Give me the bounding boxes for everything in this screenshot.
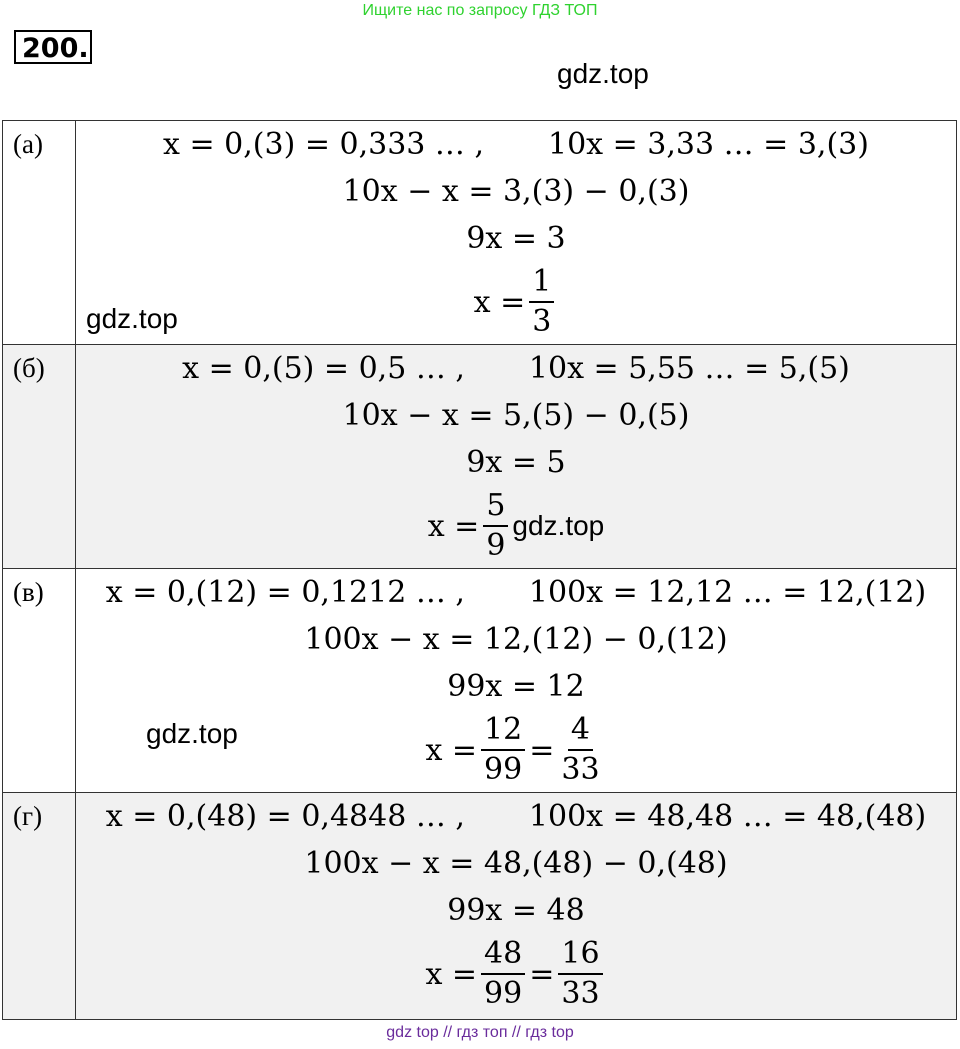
equation-line: 9x = 3	[466, 221, 566, 256]
watermark: gdz.top	[86, 303, 178, 334]
equation-line: 100x − x = 48,(48) − 0,(48)	[304, 846, 728, 881]
fraction: $\frac{4}{33}$	[561, 712, 600, 787]
part-body	[76, 345, 957, 569]
part-label: (г)	[3, 793, 76, 1020]
footer-watermark: gdz top // гдз топ // гдз top	[386, 1024, 574, 1041]
watermark: gdz.top	[557, 58, 649, 89]
part-label: (а)	[3, 121, 76, 345]
equation-line: x = 0,(48) = 0,4848 … , 100x = 48,48 … = 48,(48)	[105, 799, 927, 834]
problem-number: 200.	[14, 30, 92, 64]
part-label: (в)	[3, 569, 76, 793]
solution-table	[2, 120, 957, 1020]
solution-row-d	[3, 793, 957, 1020]
part-body	[76, 121, 957, 345]
fraction: $\frac{16}{33}$	[558, 939, 602, 1009]
part-body	[76, 793, 957, 1020]
watermark: gdz.top	[512, 510, 605, 541]
fraction: $\frac{12}{99}$	[481, 715, 525, 785]
solution-row-b	[3, 345, 957, 569]
fraction: $\frac{5}{9}$	[483, 491, 508, 561]
watermark: gdz.top	[146, 718, 238, 749]
equation-line: 10x − x = 5,(5) − 0,(5)	[342, 398, 690, 433]
result-line: x = $\frac{48}{99}$ = $\frac{16}{33}$	[76, 934, 956, 1014]
result-line: x = $\frac{1}{3}$	[76, 262, 956, 342]
equation-line: x = 0,(12) = 0,1212 … , 100x = 12,12 … = 12,(12)	[105, 575, 927, 610]
equation-line: 9x = 5	[466, 445, 566, 480]
fraction: $\frac{48}{99}$	[481, 939, 525, 1009]
equation-line: x = 0,(5) = 0,5 … , 10x = 5,55 … = 5,(5)	[182, 351, 850, 386]
top-banner: Ищите нас по запросу ГДЗ ТОП	[362, 2, 598, 19]
equation-line: 10x − x = 3,(3) − 0,(3)	[342, 174, 690, 209]
result-line: x = $\frac{12}{99}$ = $\frac{4}{33}$	[76, 710, 956, 790]
fraction: $\frac{1}{3}$	[529, 267, 554, 337]
equation-line: 99x = 12	[447, 669, 585, 704]
equation-line: 99x = 48	[447, 893, 585, 928]
equation-line: 100x − x = 12,(12) − 0,(12)	[304, 622, 728, 657]
equation-line: x = 0,(3) = 0,333 … , 10x = 3,33 … = 3,(3)	[163, 127, 869, 162]
solution-row-c	[3, 569, 957, 793]
part-label: (б)	[3, 345, 76, 569]
part-body	[76, 569, 957, 793]
result-line: x = $\frac{5}{9}$ gdz.top	[427, 488, 605, 563]
